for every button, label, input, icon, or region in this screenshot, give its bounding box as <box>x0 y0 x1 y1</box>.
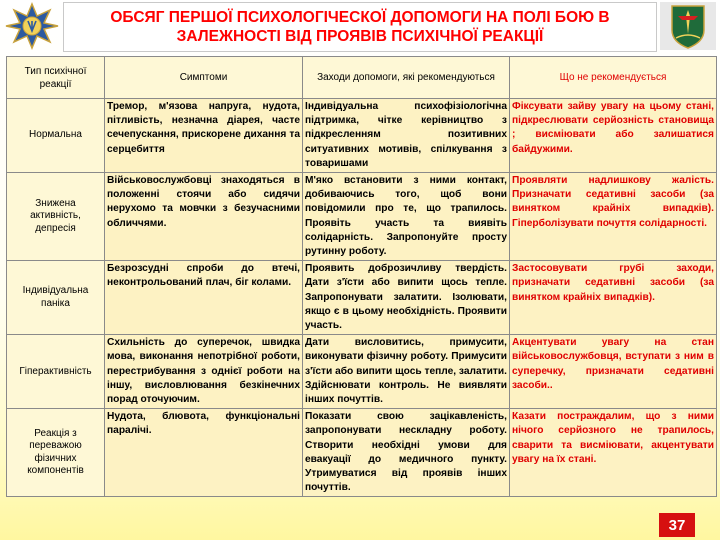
not-recommended-cell: Проявляти надлишкову жалість. Призначати седативні засоби (за винятком крайніх випадків). Гіперболізувати почуття солідарності. <box>510 173 717 261</box>
symptoms-cell: Тремор, м'язова напруга, нудота, пітливість, незначна діарея, часте сечепускання, прискорене дихання та серцебиття <box>105 99 303 173</box>
help-cell: Проявить доброзичливу твердість. Дати з'їсти або випити щось тепле. Запропонувати залатити. Ізолювати, якщо є в цьому необхідність. Проявити участь. <box>303 261 510 335</box>
table-row <box>7 335 717 409</box>
armed-forces-emblem-icon <box>4 2 60 50</box>
reaction-type: Індивідуальна паніка <box>7 261 105 335</box>
table-row <box>7 173 717 261</box>
symptoms-cell: Схильність до суперечок, швидка мова, виконання непотрібної роботи, перестрибування з однієї роботи на іншу, висловлювання безкінечних порад оточуючим. <box>105 335 303 409</box>
symptoms-cell: Безрозсудні спроби до втечі, неконтрольований плач, біг колами. <box>105 261 303 335</box>
symptoms-cell: Військовослужбовці знаходяться в положенні стоячи або сидячи нерухомо та мовчки з безучасними обличчями. <box>105 173 303 261</box>
page-title <box>63 2 657 52</box>
reaction-type: Гіперактивність <box>7 335 105 409</box>
reaction-type: Знижена активність, депресія <box>7 173 105 261</box>
help-cell: Показати свою зацікавленість, запропонувати нескладну роботу. Створити необхідні умови для евакуації до медичного пункту. Утримуватися від проявів інших почуттів. <box>303 409 510 497</box>
reaction-type: Реакція з переважою фізичних компонентів <box>7 409 105 497</box>
reaction-type: Нормальна <box>7 99 105 173</box>
table-row <box>7 409 717 497</box>
title-line-2: ЗАЛЕЖНОСТІ ВІД ПРОЯВІВ ПСИХІЧНОЇ РЕАКЦІЇ <box>176 28 544 45</box>
help-cell: М'яко встановити з ними контакт, добиваючись того, щоб вони повідомили про те, що трапилось. Проявіть участь та виявіть солідарність. Запропонуйте просту рутинну роботу. <box>303 173 510 261</box>
table-row <box>7 261 717 335</box>
not-recommended-cell: Фіксувати зайву увагу на цьому стані, підкреслювати серйозність становища ; висміювати або залишатися байдужими. <box>510 99 717 173</box>
title-line-1: ОБСЯГ ПЕРШОЇ ПСИХОЛОГІЧЕСКОЇ ДОПОМОГИ НА ПОЛІ БОЮ В <box>110 9 610 26</box>
header <box>0 0 720 52</box>
not-recommended-cell: Акцентувати увагу на стан військовослужбовця, вступати з ним в суперечку, призначати седативні засоби.. <box>510 335 717 409</box>
symptoms-cell: Нудота, блювота, функціональні паралічі. <box>105 409 303 497</box>
help-cell: Дати висловитись, примусити, виконувати фізичну роботу. Примусити з'їсти або випити щось тепле, залатити. Здійснювати контроль. Не виявляти інших почуттів. <box>303 335 510 409</box>
header-symptoms: Симптоми <box>105 57 303 99</box>
table-row <box>7 99 717 173</box>
military-badge-icon <box>660 2 716 50</box>
header-type: Тип психічної реакції <box>7 57 105 99</box>
page-number-badge: 37 <box>659 513 695 537</box>
help-cell: Індивідуальна психофізіологічна підтримка, чітке керівництво з підкресленням позитивних ситуативних мотивів, спілкування з товаришами <box>303 99 510 173</box>
not-recommended-cell: Застосовувати грубі заходи, призначати седативні засоби (за винятком крайніх випадків). <box>510 261 717 335</box>
header-not-recommended: Що не рекомендується <box>510 57 717 99</box>
header-help: Заходи допомоги, які рекомендуються <box>303 57 510 99</box>
table-header-row <box>7 57 717 99</box>
not-recommended-cell: Казати постраждалим, що з ними нічого серйозного не трапилось, сварити та висміювати, акцентувати увагу на їх стані. <box>510 409 717 497</box>
psychological-aid-table <box>6 56 717 497</box>
